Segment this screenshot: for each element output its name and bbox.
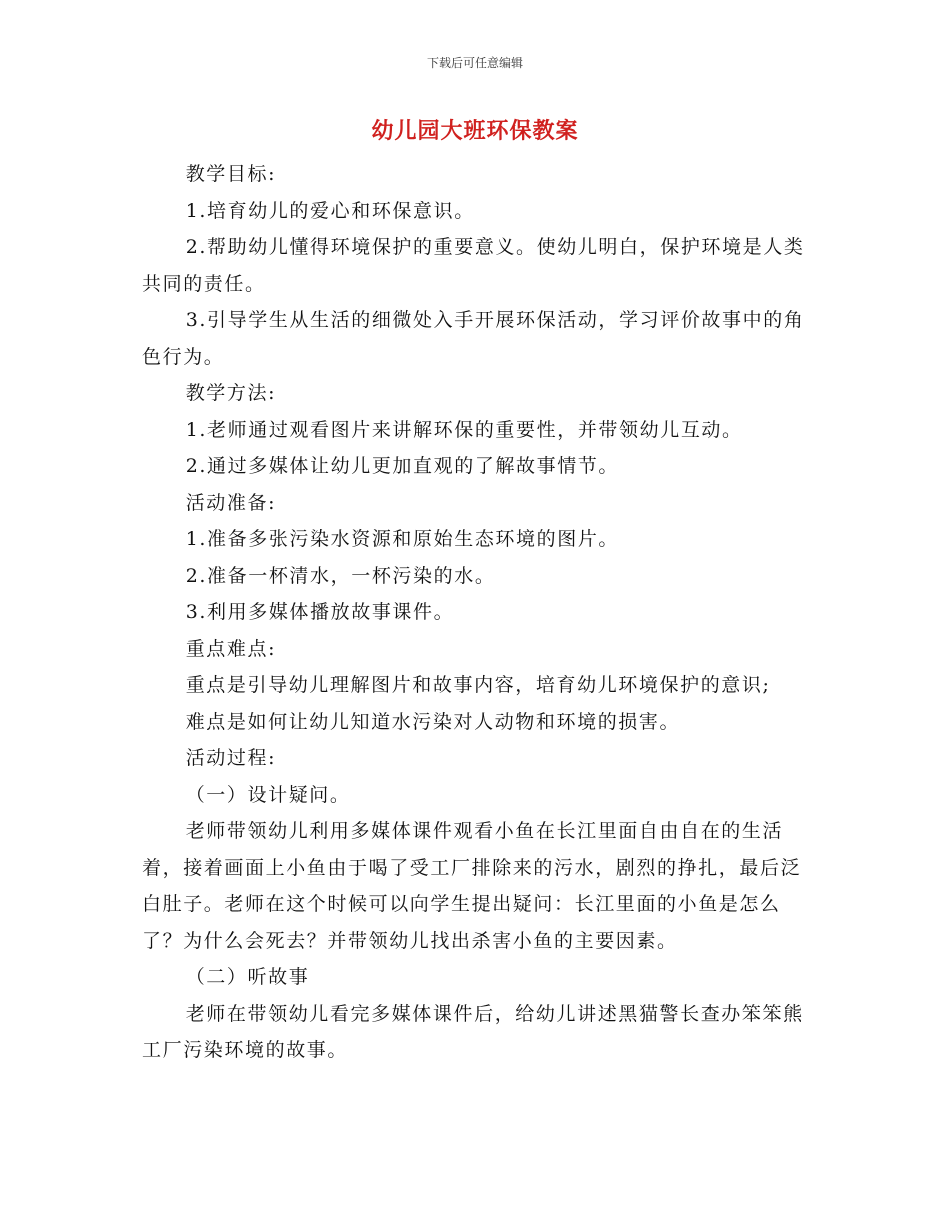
paragraph: 老师带领幼儿利用多媒体课件观看小鱼在长江里面自由自在的生活着，接着画面上小鱼由于喝了受工厂排除来的污水，剧烈的挣扎，最后泛白肚子。老师在这个时候可以向学生提出疑问：长江里面的小鱼是怎么了？为什么会死去？并带领幼儿找出杀害小鱼的主要因素。 [142,820,802,952]
section-heading-key-points: 重点难点: [185,637,277,660]
paragraph: 1.准备多张污染水资源和原始生态环境的图片。 [185,528,620,550]
paragraph: 1.老师通过观看图片来讲解环保的重要性，并带领幼儿互动。 [185,418,743,441]
section-heading-methods: 教学方法: [185,382,277,404]
section-heading-objectives: 教学目标: [185,163,277,185]
paragraph: 2.通过多媒体让幼儿更加直观的了解故事情节。 [185,455,620,477]
paragraph: 1.培育幼儿的爱心和环保意识。 [185,199,475,222]
document-body [142,156,812,1069]
paragraph: 重点是引导幼儿理解图片和故事内容，培育幼儿环境保护的意识; [185,674,771,696]
paragraph: 3.利用多媒体播放故事课件。 [185,601,455,623]
paragraph: 3.引导学生从生活的细微处入手开展环保活动，学习评价故事中的角色行为。 [142,309,805,368]
section-heading-preparation: 活动准备: [185,491,277,514]
subsection-heading: （一）设计疑问。 [185,783,351,806]
section-heading-process: 活动过程: [185,747,277,769]
document-title: 幼儿园大班环保教案 [371,119,579,144]
paragraph: 2.准备一杯清水，一杯污染的水。 [185,564,496,587]
paragraph: 老师在带领幼儿看完多媒体课件后，给幼儿讲述黑猫警长查办笨笨熊工厂污染环境的故事。 [142,1002,804,1061]
subsection-heading: （二）听故事 [185,966,310,988]
paragraph: 难点是如何让幼儿知道水污染对人动物和环境的损害。 [185,710,681,733]
page-header-note: 下载后可任意编辑 [426,56,523,70]
paragraph: 2.帮助幼儿懂得环境保护的重要意义。使幼儿明白，保护环境是人类共同的责任。 [142,236,805,295]
